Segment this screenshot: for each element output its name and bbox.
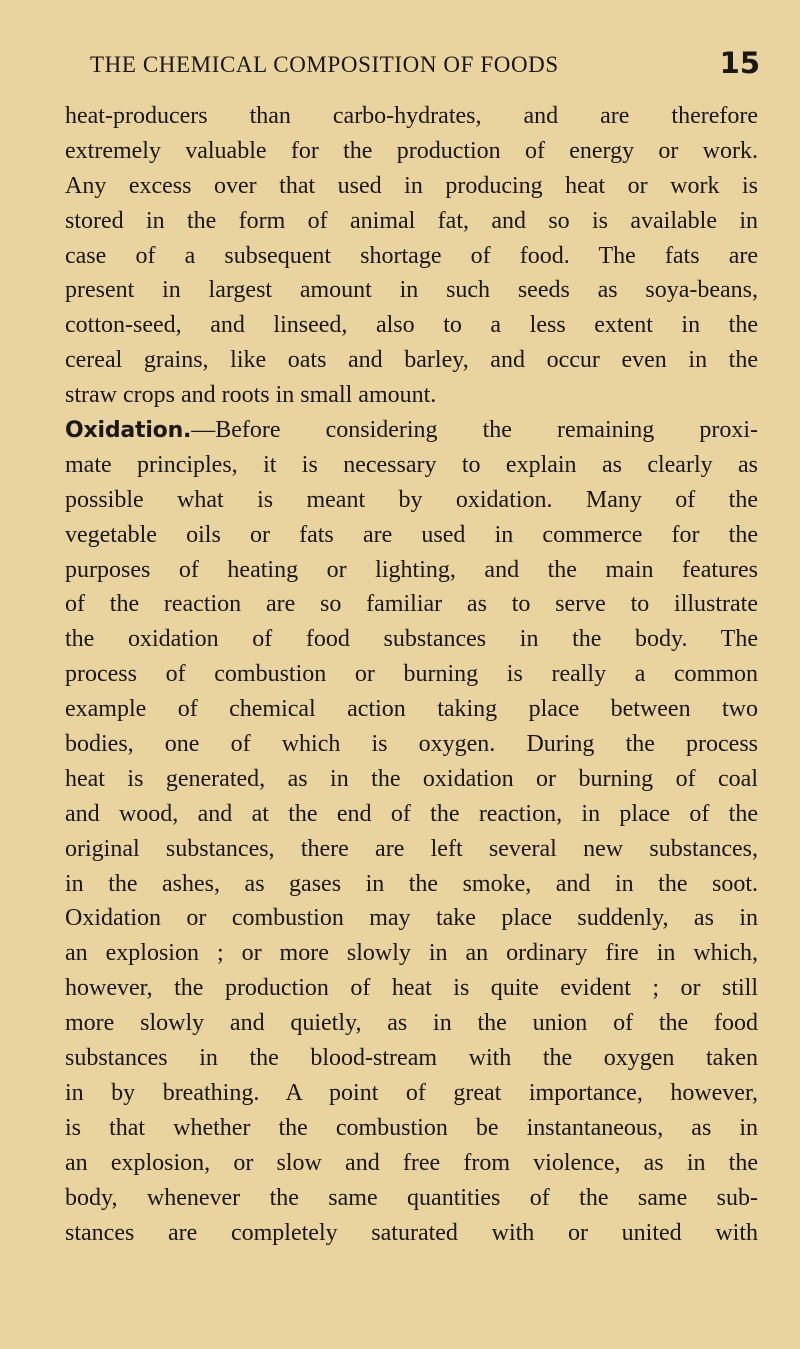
body-line: Any excess over that used in producing heat or work is bbox=[65, 172, 758, 199]
body-line: purposes of heating or lighting, and the main features bbox=[65, 556, 758, 583]
body-line: Oxidation or combustion may take place suddenly, as in bbox=[65, 905, 758, 932]
body-line: in the ashes, as gases in the smoke, and in the soot. bbox=[65, 870, 758, 897]
body-line: original substances, there are left several new substances, bbox=[65, 835, 758, 862]
body-line: example of chemical action taking place between two bbox=[65, 696, 758, 723]
body-line: mate principles, it is necessary to explain as clearly as bbox=[65, 451, 758, 478]
body-line: case of a subsequent shortage of food. The fats are bbox=[65, 242, 758, 269]
body-line: in by breathing. A point of great importance, however, bbox=[65, 1079, 758, 1106]
running-header bbox=[90, 46, 760, 86]
section-heading-line bbox=[65, 413, 758, 448]
body-line: and wood, and at the end of the reaction, in place of the bbox=[65, 800, 758, 827]
body-line: possible what is meant by oxidation. Many of the bbox=[65, 486, 758, 513]
body-line: more slowly and quietly, as in the union of the food bbox=[65, 1010, 758, 1037]
page-number: 15 bbox=[719, 46, 760, 80]
body-line: however, the production of heat is quite evident ; or still bbox=[65, 975, 758, 1002]
body-line: heat is generated, as in the oxidation or burning of coal bbox=[65, 765, 758, 792]
body-line: substances in the blood-stream with the oxygen taken bbox=[65, 1045, 758, 1072]
body-line: vegetable oils or fats are used in commerce for the bbox=[65, 521, 758, 548]
body-line: stored in the form of animal fat, and so is available in bbox=[65, 207, 758, 234]
body-line: stances are completely saturated with or united with bbox=[65, 1219, 758, 1246]
body-line: an explosion, or slow and free from violence, as in the bbox=[65, 1149, 758, 1176]
running-title: THE CHEMICAL COMPOSITION OF FOODS bbox=[90, 52, 559, 77]
body-line: body, whenever the same quantities of the same sub- bbox=[65, 1184, 758, 1211]
body-text bbox=[65, 99, 758, 1250]
body-line-continuation: —Before considering the remaining proxi- bbox=[191, 417, 758, 444]
body-line: of the reaction are so familiar as to serve to illustrate bbox=[65, 591, 758, 618]
body-line: is that whether the combustion be instantaneous, as in bbox=[65, 1114, 758, 1141]
body-line: straw crops and roots in small amount. bbox=[65, 382, 437, 409]
body-line: heat-producers than carbo-hydrates, and are therefore bbox=[65, 103, 758, 129]
body-line: process of combustion or burning is really a common bbox=[65, 661, 758, 688]
body-line: present in largest amount in such seeds as soya-beans, bbox=[65, 277, 758, 304]
body-line: cereal grains, like oats and barley, and occur even in the bbox=[65, 347, 758, 374]
body-line: cotton-seed, and linseed, also to a less extent in the bbox=[65, 312, 758, 339]
body-line: extremely valuable for the production of energy or work. bbox=[65, 137, 758, 164]
body-line: an explosion ; or more slowly in an ordinary fire in which, bbox=[65, 940, 758, 967]
section-heading: Oxidation. bbox=[65, 418, 192, 444]
body-line: the oxidation of food substances in the body. The bbox=[65, 626, 758, 653]
body-line: bodies, one of which is oxygen. During the process bbox=[65, 731, 758, 758]
